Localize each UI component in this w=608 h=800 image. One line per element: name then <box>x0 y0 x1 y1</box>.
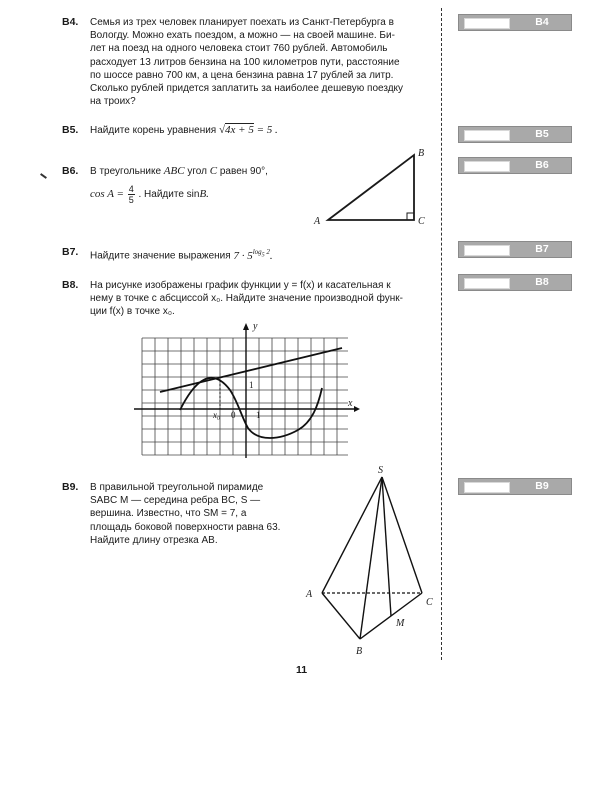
equation <box>219 123 278 136</box>
text-fragment: В треугольнике <box>90 166 162 177</box>
fraction-numerator: 4 <box>128 184 134 195</box>
margin-mark <box>40 173 47 179</box>
right-angle-mark <box>407 213 414 220</box>
expression-end: . <box>269 249 273 262</box>
answer-box-label: В9 <box>535 480 549 492</box>
vertex-label-s: S <box>378 465 383 476</box>
answer-box-label: В6 <box>535 159 549 171</box>
triangle-abc <box>328 155 414 220</box>
triangle-figure <box>308 145 438 235</box>
answer-box-b4[interactable] <box>458 14 572 31</box>
vertex-label-b: B <box>418 148 425 159</box>
text-line: вершина. Известно, что SM = 7, а <box>90 508 247 520</box>
answer-field[interactable] <box>464 482 510 493</box>
answer-box-b6[interactable] <box>458 157 572 174</box>
text-line <box>90 184 268 205</box>
y-unit-label: 1 <box>249 380 254 390</box>
text-fragment: угол <box>187 166 207 177</box>
vertex-label-c: C <box>418 216 425 227</box>
answer-field[interactable] <box>464 278 510 289</box>
angle-name: C <box>209 165 218 177</box>
exponent-log: log <box>252 248 262 256</box>
answer-box-label: В4 <box>535 16 549 28</box>
cos-label: cos A = <box>90 188 124 201</box>
angle-name: B. <box>199 188 209 201</box>
text-line: площадь боковой поверхности равна 63. <box>90 521 281 533</box>
edge-sb <box>360 477 382 639</box>
edge-ab <box>322 593 360 639</box>
text-line: Сколько рублей придется заплатить за наиболее дешевую поездку <box>90 83 404 95</box>
edge-sa <box>322 477 382 593</box>
problem-text <box>90 124 278 137</box>
vertex-label-a: A <box>306 589 313 600</box>
exponent-argument: 2 <box>264 248 270 256</box>
sqrt-sign: √ <box>219 124 226 136</box>
radicand: 4x + 5 <box>225 124 254 136</box>
problem-number: В4. <box>62 16 79 28</box>
fraction <box>128 184 135 205</box>
y-axis-label: y <box>253 321 258 332</box>
answer-box-b5[interactable] <box>458 126 572 143</box>
text-line: ции f(x) в точке x₀. <box>90 306 175 318</box>
vertex-label-a: A <box>314 216 321 227</box>
problem-number: В5. <box>62 124 79 136</box>
text-line: Семья из трех человек планирует поехать из Санкт-Петербурга в <box>90 17 394 28</box>
grid <box>142 338 348 455</box>
expression <box>233 250 272 262</box>
expression-base: 7 · 5 <box>233 249 253 262</box>
x-axis-arrow <box>354 406 360 412</box>
text-line <box>90 165 268 178</box>
x-axis-label: x <box>348 398 353 409</box>
text-line: SABC M — середина ребра BC, S — <box>90 495 261 507</box>
problem-text <box>90 246 273 263</box>
text-fragment: равен 90°, <box>219 166 268 177</box>
text-line: расходует 13 литров бензина на 100 километров пути, расстояние <box>90 56 400 68</box>
answer-field[interactable] <box>464 161 510 172</box>
text-line: В правильной треугольной пирамиде <box>90 482 264 493</box>
origin-label: 0 <box>231 410 236 420</box>
exponent-log-base: 5 <box>261 252 265 259</box>
text-line: Найдите корень уравнения <box>90 125 217 136</box>
text-line: по шоссе равно 700 км, а цена бензина равна 17 рублей за литр. <box>90 69 394 81</box>
vertex-label-c: C <box>426 597 433 608</box>
page-number: 11 <box>296 664 308 676</box>
answer-field[interactable] <box>464 18 510 29</box>
vertex-label-b: B <box>356 646 363 657</box>
answer-box-b9[interactable] <box>458 478 572 495</box>
answer-box-label: В8 <box>535 276 549 288</box>
text-line: Найдите значение выражения <box>90 250 231 262</box>
text-line: На рисунке изображены график функции y = f(x) и касательная к <box>90 280 391 291</box>
x-unit-label: 1 <box>256 410 261 420</box>
x0-label: x₀ <box>213 410 221 420</box>
problem-text <box>90 481 280 547</box>
text-fragment: . Найдите sin <box>138 189 200 201</box>
fraction-denominator: 5 <box>128 195 134 206</box>
triangle-name: ABC <box>163 165 185 177</box>
problem-number: В7. <box>62 246 79 258</box>
answer-field[interactable] <box>464 130 510 141</box>
problem-number: В9. <box>62 481 79 493</box>
point-label-m: M <box>396 618 405 629</box>
problem-text <box>90 16 403 108</box>
problem-number: В6. <box>62 165 79 177</box>
problem-number: В8. <box>62 279 79 291</box>
text-line: Вологду. Можно ехать поездом, а можно — на своей машине. Би- <box>90 30 395 42</box>
answer-box-label: В7 <box>535 243 549 255</box>
function-graph <box>130 318 360 460</box>
problem-text <box>90 165 268 205</box>
answer-field[interactable] <box>464 245 510 256</box>
text-line: нему в точке с абсциссой x₀. Найдите значение производной функ- <box>90 293 403 305</box>
text-line: на троих? <box>90 96 136 108</box>
answer-column-divider <box>441 8 442 660</box>
answer-box-b8[interactable] <box>458 274 572 291</box>
answer-box-b7[interactable] <box>458 241 572 258</box>
text-line: лет на поезд на одного человека стоит 760 рублей. Автомобиль <box>90 43 388 55</box>
pyramid-figure <box>300 462 440 658</box>
equation-rhs: = 5 . <box>256 124 278 136</box>
answer-box-label: В5 <box>535 128 549 140</box>
problem-text <box>90 279 403 319</box>
text-line: Найдите длину отрезка AB. <box>90 534 218 546</box>
y-axis-arrow <box>243 323 249 330</box>
